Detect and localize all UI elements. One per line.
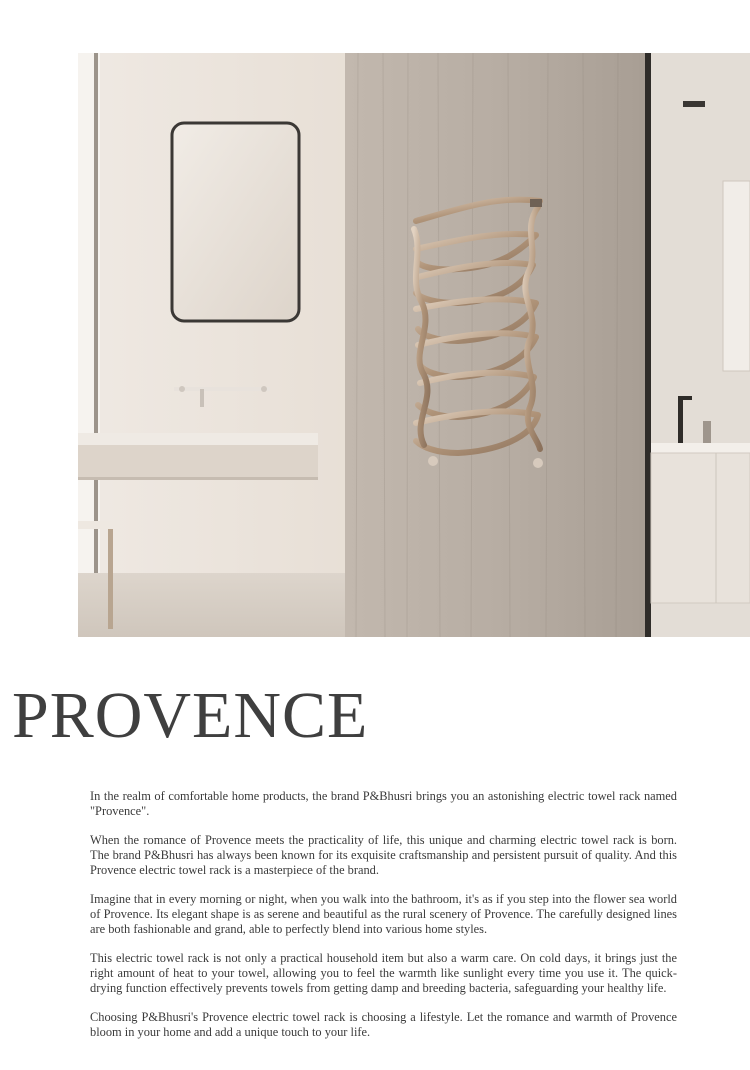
feature-wall-panel [345,53,645,637]
hero-image [78,53,750,637]
page-title: PROVENCE [12,679,369,752]
paragraph-2: When the romance of Provence meets the practicality of life, this unique and charming electric towel rack is born. The brand P&Bhusri has always been known for its exquisite craftsmanship and persistent pursuit of quality. And this Provence electric towel rack is a masterpiece of the brand. [90,833,677,877]
ceiling-light [683,101,705,107]
wash-basin [78,433,318,480]
paragraph-3: Imagine that in every morning or night, when you walk into the bathroom, it's as if you step into the flower sea world of Provence. Its elegant shape is as serene and beautiful as the rural scenery of Provence. The carefully designed lines are both fashionable and grand, able to perfectly blend into various home styles. [90,892,677,936]
paragraph-4: This electric towel rack is not only a practical household item but also a warm care. On cold days, it brings just the right amount of heat to your towel, allowing you to feel the warmth like sunlight every time you use it. The quick-drying function effectively prevents towels from getting damp and breeding bacteria, safeguarding your healthy life. [90,951,677,995]
article-body [90,789,677,1054]
mirror [172,123,299,321]
paragraph-1: In the realm of comfortable home products, the brand P&Bhusri brings you an astonishing electric towel rack named "Provence". [90,789,677,818]
bathroom-scene-illustration [78,53,750,637]
paragraph-5: Choosing P&Bhusri's Provence electric towel rack is choosing a lifestyle. Let the romance and warmth of Provence bloom in your home and add a unique touch to your life. [90,1010,677,1039]
